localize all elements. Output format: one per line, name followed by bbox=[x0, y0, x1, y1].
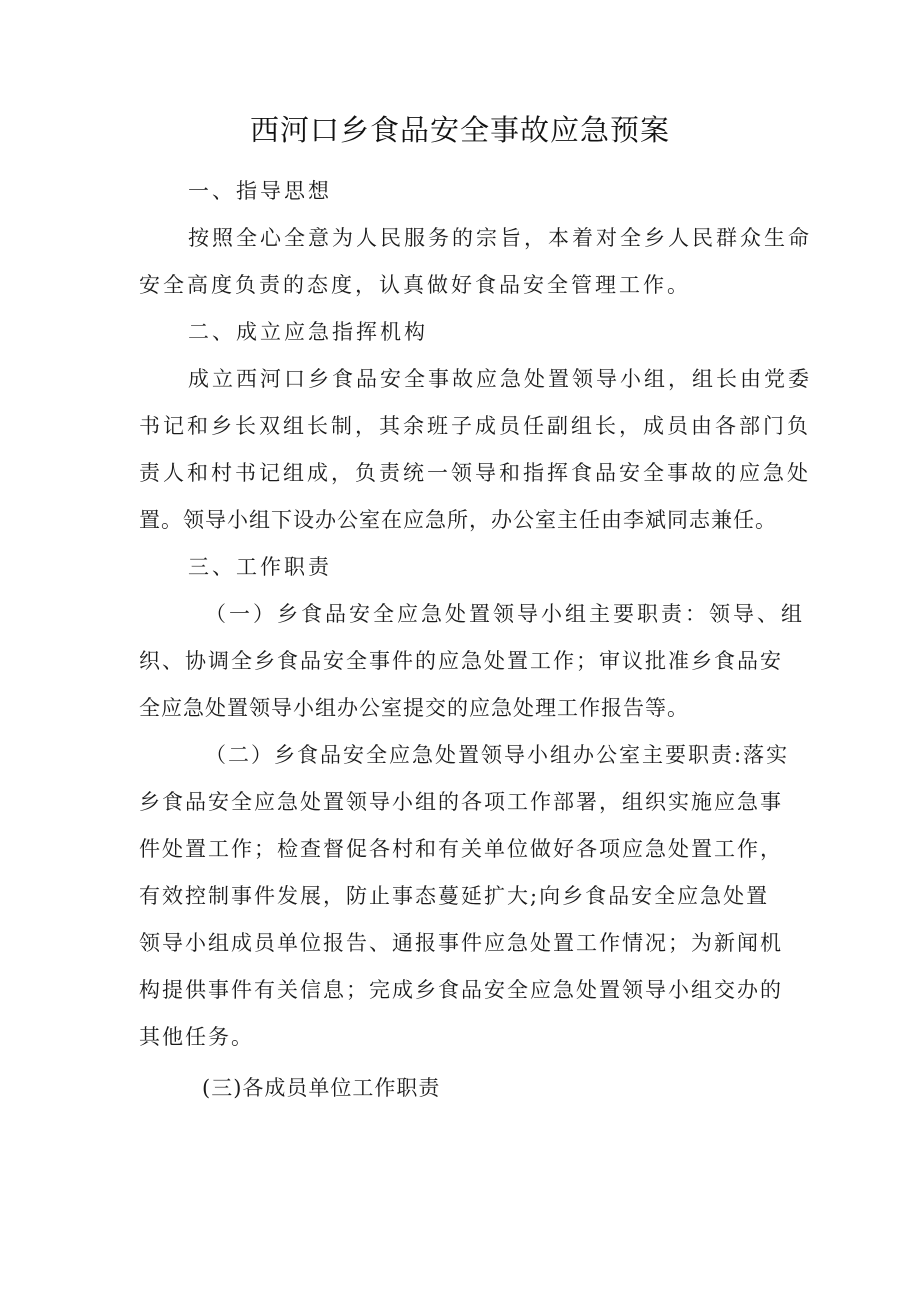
paragraph-line: （二）乡食品安全应急处置领导小组办公室主要职责:落实 bbox=[205, 743, 790, 767]
paragraph-line: 安全高度负责的态度，认真做好食品安全管理工作。 bbox=[139, 273, 691, 297]
paragraph-line: 成立西河口乡食品安全事故应急处置领导小组，组长由党委 bbox=[188, 367, 812, 391]
section-heading-1: 一、指导思想 bbox=[188, 179, 332, 203]
paragraph-line: 责人和村书记组成，负责统一领导和指挥食品安全事故的应急处 bbox=[139, 461, 811, 485]
paragraph-line: 全应急处置领导小组办公室提交的应急处理工作报告等。 bbox=[139, 696, 689, 720]
paragraph-line: 织、协调全乡食品安全事件的应急处置工作；审议批准乡食品安 bbox=[139, 649, 783, 673]
paragraph-line: 构提供事件有关信息；完成乡食品安全应急处置领导小组交办的 bbox=[139, 978, 783, 1002]
section-heading-2: 二、成立应急指挥机构 bbox=[188, 320, 428, 344]
paragraph-line: 按照全心全意为人民服务的宗旨，本着对全乡人民群众生命 bbox=[188, 226, 812, 250]
paragraph-line: 置。领导小组下设办公室在应急所，办公室主任由李斌同志兼任。 bbox=[139, 508, 777, 532]
paragraph-line: 乡食品安全应急处置领导小组的各项工作部署，组织实施应急事 bbox=[139, 790, 783, 814]
section-heading-3: 三、工作职责 bbox=[188, 555, 332, 579]
paragraph-line: （一）乡食品安全应急处置领导小组主要职责：领导、组 bbox=[205, 602, 805, 626]
document-title: 西河口乡食品安全事故应急预案 bbox=[249, 113, 670, 147]
section-heading-4: (三)各成员单位工作职责 bbox=[202, 1076, 441, 1100]
paragraph-line: 其他任务。 bbox=[139, 1025, 254, 1049]
paragraph-line: 有效控制事件发展，防止事态蔓延扩大;向乡食品安全应急处置 bbox=[139, 884, 770, 908]
paragraph-line: 领导小组成员单位报告、通报事件应急处置工作情况；为新闻机 bbox=[139, 931, 783, 955]
paragraph-line: 件处置工作；检查督促各村和有关单位做好各项应急处置工作， bbox=[139, 837, 783, 861]
paragraph-line: 书记和乡长双组长制，其余班子成员任副组长，成员由各部门负 bbox=[139, 414, 811, 438]
